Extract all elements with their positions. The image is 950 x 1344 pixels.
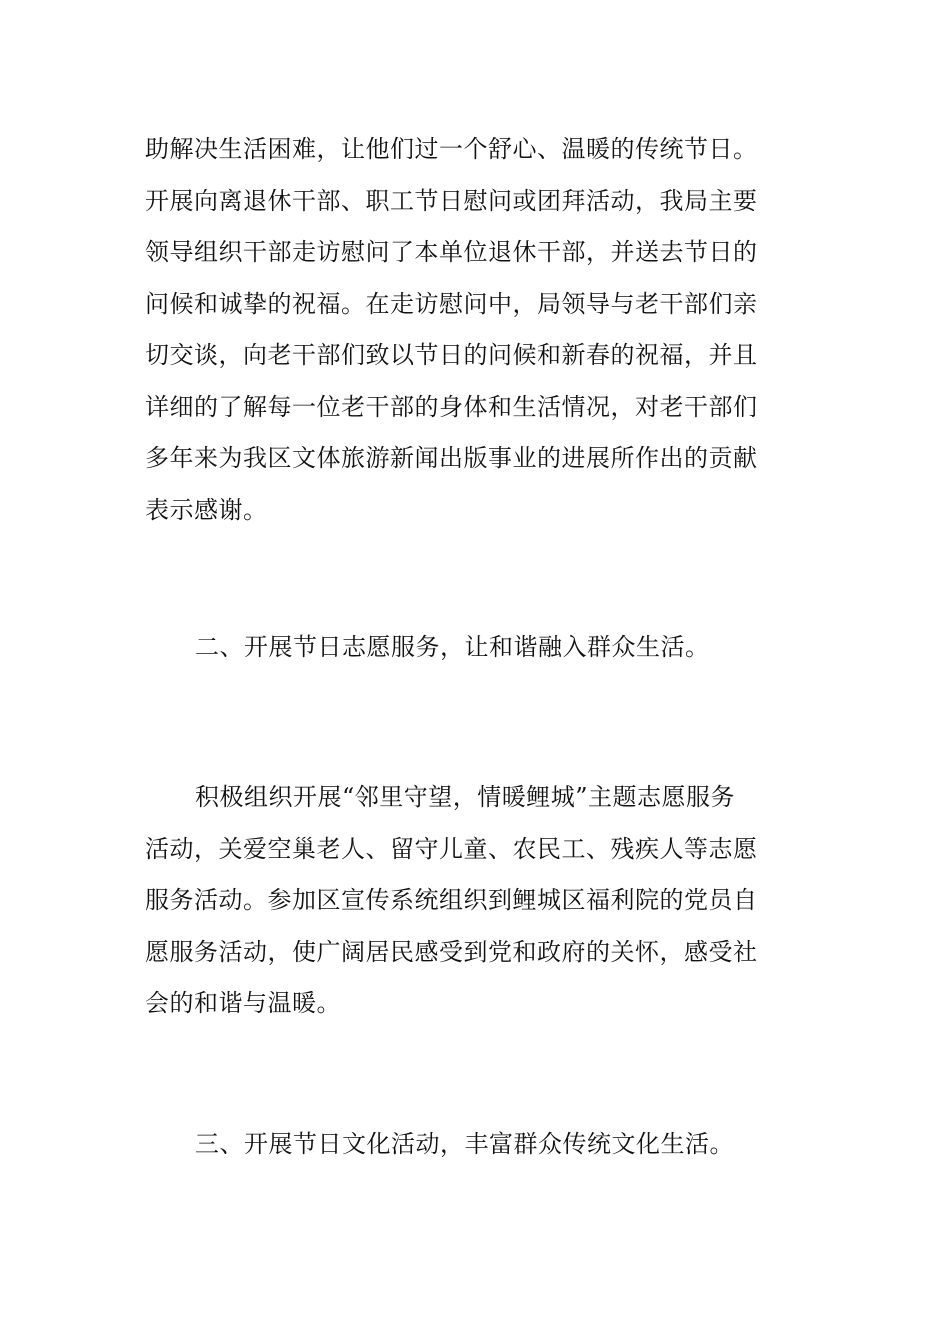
paragraph-line: 多年来为我区文体旅游新闻出版事业的进展所作出的贡献 [145,444,758,472]
section-heading-3 [145,1119,810,1171]
section-heading-2 [145,622,810,674]
heading-text: 二、开展节日志愿服务，让和谐融入群众生活。 [195,633,710,661]
paragraph-2 [145,772,810,1030]
paragraph-line: 服务活动。参加区宣传系统组织到鲤城区福利院的党员自 [145,886,758,914]
paragraph-line: 活动，关爱空巢老人、留守儿童、农民工、残疾人等志愿 [145,834,758,863]
paragraph-line: 会的和谐与温暖。 [145,989,341,1017]
paragraph-line: 积极组织开展“邻里守望，情暖鲤城”主题志愿服务 [195,783,736,811]
paragraph-line: 愿服务活动，使广阔居民感受到党和政府的关怀，感受社 [145,937,758,966]
paragraph-line: 开展向离退休干部、职工节日慰问或团拜活动，我局主要 [145,186,758,215]
paragraph-line: 切交谈，向老干部们致以节日的问候和新春的祝福，并且 [145,341,758,369]
paragraph-line: 详细的了解每一位老干部的身体和生活情况，对老干部们 [145,392,758,421]
paragraph-line: 表示感谢。 [145,495,268,524]
heading-text: 三、开展节日文化活动，丰富群众传统文化生活。 [195,1130,734,1158]
paragraph-1 [145,124,810,536]
paragraph-line: 助解决生活困难，让他们过一个舒心、温暖的传统节日。 [145,135,758,163]
paragraph-line: 问候和诚挚的祝福。在走访慰问中，局领导与老干部们亲 [145,289,758,318]
paragraph-line: 领导组织干部走访慰问了本单位退休干部，并送去节日的 [145,238,758,266]
